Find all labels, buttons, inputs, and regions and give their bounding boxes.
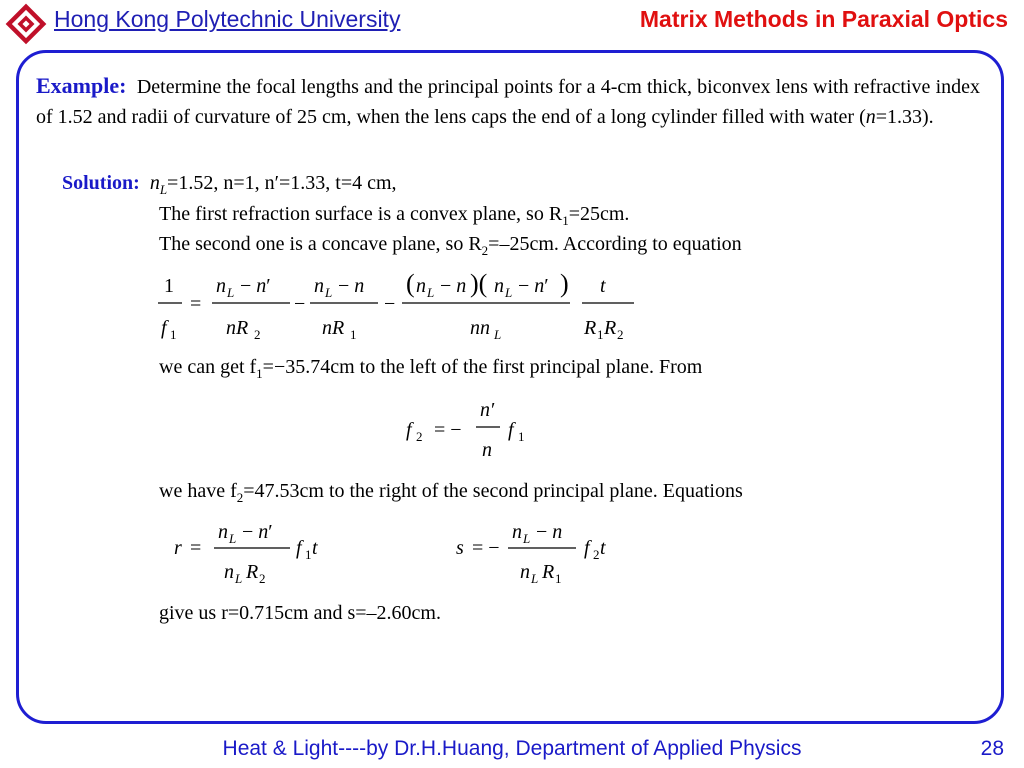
svg-text:− n′: − n′ [240,275,271,297]
university-logo-icon [4,2,48,46]
svg-text:1: 1 [170,327,177,342]
svg-text:1: 1 [518,429,525,444]
svg-text:nR: nR [226,317,249,339]
f2-equation [400,392,550,464]
r-s-equations [168,510,648,592]
svg-text:L: L [235,571,243,586]
svg-text:2: 2 [259,571,266,586]
svg-text:1: 1 [305,547,312,562]
svg-text:n: n [494,275,504,297]
example-label: Example: [36,73,127,98]
solution-givens: =1.52, n=1, n′=1.33, t=4 cm, [167,172,397,194]
svg-text:f: f [406,419,412,441]
f2-result-line: we have $f_2=47.53cm$ to the right of the second principal plane. Equations [159,480,743,505]
svg-text:−: − [294,293,306,315]
svg-text:L: L [523,531,531,546]
svg-text:′: ′ [491,399,496,421]
svg-text:2: 2 [254,327,261,342]
svg-text:)(: )( [470,269,488,298]
svg-text:nR: nR [322,317,345,339]
svg-text:t: t [600,275,606,297]
svg-text:L: L [227,285,235,300]
course-title: Matrix Methods in Paraxial Optics [639,6,1008,32]
svg-text:R: R [542,561,555,583]
example-paragraph [36,71,980,132]
svg-text:): ) [560,269,569,298]
svg-text:R: R [584,317,597,339]
svg-text:n: n [218,521,228,543]
svg-text:nn: nn [470,317,490,339]
svg-text:L: L [325,285,333,300]
svg-text:1: 1 [164,275,174,297]
svg-text:n: n [314,275,324,297]
svg-text:2: 2 [617,327,624,342]
r-s-result-line: give us r=0.715cm and s=–2.60cm. [159,602,441,624]
svg-text:r: r [174,537,182,559]
svg-text:n: n [512,521,522,543]
svg-text:− n′: − n′ [518,275,549,297]
example-text: Determine the focal lengths and the principal points for a 4-cm thick, biconvex lens with refractive index of 1.52 and radii of curvature of 25 cm, when the lens caps the end of a long cylinder filled with water ( [36,76,981,128]
svg-text:n: n [416,275,426,297]
svg-text:=: = [190,293,202,315]
svg-text:− n: − n [440,275,467,297]
svg-text:− n′: − n′ [242,521,273,543]
svg-text:2: 2 [416,429,423,444]
svg-text:f: f [161,317,167,339]
svg-text:R: R [246,561,259,583]
f1-result-line: we can get $f_1=-35.74cm$ to the left of the first principal plane. From [159,356,703,381]
svg-text:t: t [312,537,318,559]
svg-text:=: = [190,537,202,559]
svg-text:n: n [520,561,530,583]
svg-text:n: n [216,275,226,297]
svg-text:n: n [482,439,492,461]
svg-text:s: s [456,537,464,559]
focal-length-equation [150,262,650,350]
svg-text:t: t [600,537,606,559]
svg-text:1: 1 [350,327,357,342]
svg-text:L: L [229,531,237,546]
example-text-end: =1.33). [875,106,934,128]
svg-text:− n: − n [536,521,563,543]
svg-text:n: n [224,561,234,583]
svg-text:1: 1 [597,327,604,342]
footer-credit: Heat & Light----by Dr.H.Huang, Department of Applied Physics [222,737,802,760]
svg-text:1: 1 [555,571,562,586]
svg-text:n: n [480,399,490,421]
svg-text:L: L [494,327,502,342]
solution-label: Solution: [62,172,140,194]
svg-text:− n: − n [338,275,365,297]
example-n-symbol: n [865,106,876,128]
svg-text:2: 2 [593,547,600,562]
surface-two-line: The second one is a concave plane, so $R_2=-25cm$. According to equation [159,233,742,258]
svg-text:−: − [384,293,396,315]
svg-text:L: L [427,285,435,300]
solution-line: Solution: $n_L=1.52$, n=1, n′=1.33, t=4 cm, [62,172,397,197]
university-name[interactable]: Hong Kong Polytechnic University [54,6,401,32]
surface-one-line: The first refraction surface is a convex plane, so $R_1=25cm$. [159,203,630,228]
svg-text:= −: = − [434,419,462,441]
svg-text:= −: = − [472,537,500,559]
svg-text:R: R [604,317,617,339]
page-number: 28 [980,737,1004,760]
svg-text:(: ( [406,269,415,298]
svg-text:f: f [508,419,514,441]
svg-text:L: L [531,571,539,586]
svg-text:L: L [505,285,513,300]
svg-text:f: f [584,537,590,559]
svg-text:f: f [296,537,302,559]
